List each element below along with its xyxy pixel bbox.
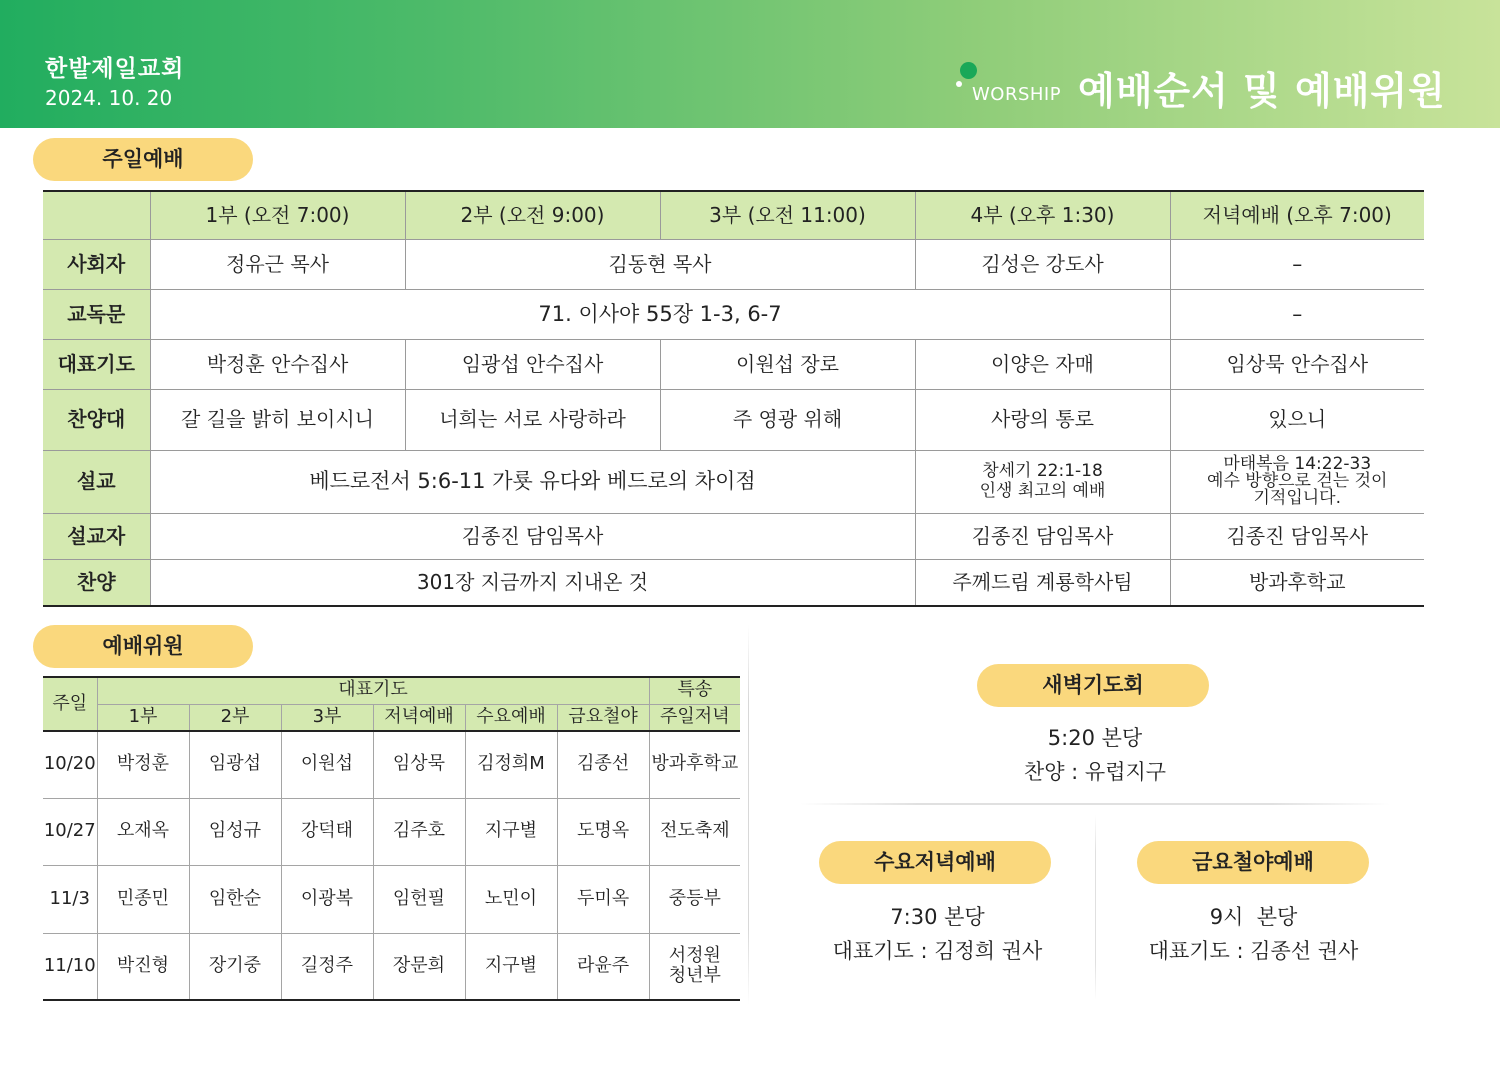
service-header: 2부 (오전 9:00) [405, 191, 660, 239]
table-cell: 박정훈 안수집사 [150, 339, 405, 389]
row-header: 설교자 [43, 513, 150, 559]
table-cell: 박정훈 [97, 731, 189, 798]
service-header: 3부 (오전 11:00) [660, 191, 915, 239]
table-cell: 전도축제 [649, 798, 740, 865]
friday-worship-label: 금요철야예배 [1137, 841, 1369, 884]
table-cell: 김종진 담임목사 [150, 513, 915, 559]
sub-header: 저녁예배 [373, 704, 465, 731]
table-cell: 도명옥 [557, 798, 649, 865]
table-cell: 강덕태 [281, 798, 373, 865]
table-cell: 주 영광 위해 [660, 389, 915, 450]
table-cell: 임한순 [189, 865, 281, 933]
service-header: 저녁예배 (오후 7:00) [1170, 191, 1424, 239]
table-cell: 이광복 [281, 865, 373, 933]
table-cell: 김종선 [557, 731, 649, 798]
table-cell: – [1170, 239, 1424, 289]
table-row [43, 865, 740, 933]
table-cell: 김동현 목사 [405, 239, 915, 289]
row-header: 찬양대 [43, 389, 150, 450]
committee-table [43, 676, 740, 1001]
sunday-worship-table [43, 190, 1424, 607]
table-cell: 정유근 목사 [150, 239, 405, 289]
date-cell: 11/3 [43, 865, 97, 933]
corner-cell [43, 191, 150, 239]
table-cell: 방과후학교 [649, 731, 740, 798]
dawn-prayer-label: 새벽기도회 [977, 664, 1209, 707]
table-cell: 71. 이사야 55장 1-3, 6-7 [150, 289, 1170, 339]
table-cell [915, 450, 1170, 513]
sermon-line: 예수 방향으로 걷는 것이 [1207, 471, 1388, 491]
date-header: 주일 [43, 677, 97, 731]
sunday-worship-label: 주일예배 [33, 138, 253, 181]
row-header: 설교 [43, 450, 150, 513]
date-cell: 11/10 [43, 933, 97, 1000]
table-cell: 임광섭 [189, 731, 281, 798]
vertical-divider [748, 625, 749, 1005]
table-cell: 지구별 [465, 933, 557, 1000]
sub-header: 금요철야 [557, 704, 649, 731]
table-cell: 김정희M [465, 731, 557, 798]
row-header: 대표기도 [43, 339, 150, 389]
table-cell: 이양은 자매 [915, 339, 1170, 389]
sub-header: 3부 [281, 704, 373, 731]
table-cell: 장기중 [189, 933, 281, 1000]
row-header: 찬양 [43, 559, 150, 606]
wednesday-worship-label: 수요저녁예배 [819, 841, 1051, 884]
date-cell: 10/20 [43, 731, 97, 798]
table-cell: 오재옥 [97, 798, 189, 865]
friday-time: 9시 본당 [1209, 905, 1298, 929]
table-cell: 지구별 [465, 798, 557, 865]
table-cell: 너희는 서로 사랑하라 [405, 389, 660, 450]
dawn-praise: 찬양 : 유럽지구 [1023, 760, 1167, 784]
table-cell: 김성은 강도사 [915, 239, 1170, 289]
table-cell: 사랑의 통로 [915, 389, 1170, 450]
sermon-line: 마태복음 14:22-33 [1223, 454, 1372, 474]
service-header: 1부 (오전 7:00) [150, 191, 405, 239]
table-cell: 주께드림 계룡학사팀 [915, 559, 1170, 606]
bulletin-date: 2024. 10. 20 [45, 86, 173, 110]
table-cell: 임성규 [189, 798, 281, 865]
sermon-line: 창세기 22:1-18 [982, 460, 1103, 481]
cell-line: 서정원 [668, 944, 721, 966]
sub-header: 2부 [189, 704, 281, 731]
table-cell: 김종진 담임목사 [915, 513, 1170, 559]
sub-header: 1부 [97, 704, 189, 731]
friday-prayer: 대표기도 : 김종선 권사 [1148, 939, 1359, 963]
table-cell: 민종민 [97, 865, 189, 933]
table-cell: 갈 길을 밝히 보이시니 [150, 389, 405, 450]
table-cell: 라윤주 [557, 933, 649, 1000]
sub-header: 수요예배 [465, 704, 557, 731]
table-cell: 박진형 [97, 933, 189, 1000]
table-row [43, 933, 740, 1000]
sermon-line: 기적입니다. [1253, 488, 1341, 508]
service-header: 4부 (오후 1:30) [915, 191, 1170, 239]
sub-header: 주일저녁 [649, 704, 740, 731]
table-cell: 이원섭 [281, 731, 373, 798]
committee-label: 예배위원 [33, 625, 253, 668]
header-banner [0, 0, 1500, 128]
dawn-time: 5:20 본당 [1047, 726, 1143, 750]
table-cell: 중등부 [649, 865, 740, 933]
table-row [43, 798, 740, 865]
horizontal-divider [800, 803, 1390, 805]
worship-label: WORSHIP [972, 84, 1062, 105]
page-title: 예배순서 및 예배위원 [1078, 69, 1446, 113]
table-cell [1170, 450, 1424, 513]
table-cell: 이원섭 장로 [660, 339, 915, 389]
table-cell: 있으니 [1170, 389, 1424, 450]
row-header: 사회자 [43, 239, 150, 289]
table-row [43, 731, 740, 798]
table-cell: 길정주 [281, 933, 373, 1000]
table-cell: 임상묵 안수집사 [1170, 339, 1424, 389]
table-cell: 베드로전서 5:6-11 가룟 유다와 베드로의 차이점 [150, 450, 915, 513]
wednesday-prayer: 대표기도 : 김정희 권사 [832, 939, 1043, 963]
table-cell: 임상묵 [373, 731, 465, 798]
table-cell: 노민이 [465, 865, 557, 933]
small-dot-icon [956, 81, 962, 87]
table-cell: 임광섭 안수집사 [405, 339, 660, 389]
table-cell: 임헌필 [373, 865, 465, 933]
table-cell: 두미옥 [557, 865, 649, 933]
row-header: 교독문 [43, 289, 150, 339]
church-name: 한밭제일교회 [45, 56, 185, 82]
table-cell: 김주호 [373, 798, 465, 865]
wednesday-time: 7:30 본당 [890, 905, 985, 929]
table-cell: 방과후학교 [1170, 559, 1424, 606]
prayer-header: 대표기도 [97, 677, 649, 704]
table-cell: 301장 지금까지 지내온 것 [150, 559, 915, 606]
table-cell: 장문희 [373, 933, 465, 1000]
table-cell [649, 933, 740, 1000]
special-song-header: 특송 [649, 677, 740, 704]
table-cell: 김종진 담임목사 [1170, 513, 1424, 559]
dot-icon [960, 62, 977, 79]
sermon-line: 인생 최고의 예배 [979, 480, 1106, 501]
date-cell: 10/27 [43, 798, 97, 865]
cell-line: 청년부 [668, 965, 721, 987]
table-cell: – [1170, 289, 1424, 339]
